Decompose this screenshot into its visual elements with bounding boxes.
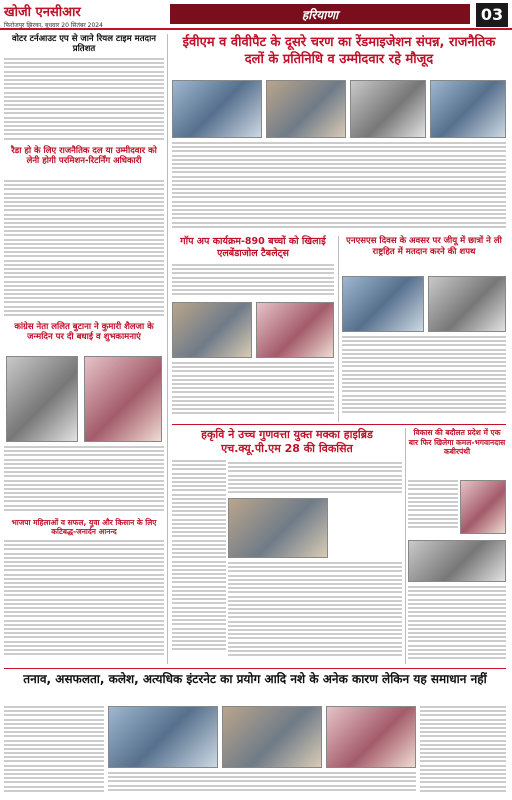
article-body	[342, 336, 506, 422]
article-body	[172, 142, 506, 234]
photo-officials-right	[430, 80, 506, 138]
article-body	[172, 460, 226, 664]
photo-children-medicine	[172, 302, 252, 358]
article-body	[4, 540, 164, 664]
masthead	[0, 0, 512, 30]
article-body	[4, 180, 164, 320]
article-body	[228, 462, 402, 496]
photo-university-stage	[428, 276, 506, 332]
headline-development-lotus: विकास की बदौलत प्रदेश में एक बार फिर खिलेगा कमल-भगवानदास कबीरपंथी	[408, 428, 506, 456]
article-body	[172, 264, 334, 300]
page-number: 03	[476, 3, 508, 27]
photo-seminar-audience	[326, 706, 416, 768]
article-body	[4, 706, 104, 796]
headline-nss-day: एनएसएस दिवस के अवसर पर जीयू में छात्रों ने ली राष्ट्रहित में मतदान करने की शपथ	[346, 236, 502, 257]
headline-congress-leader: कांग्रेस नेता ललित बुटाना ने कुमारी शैलजा के जन्मदिन पर दी बधाई व शुभकामनाएं	[14, 322, 154, 342]
headline-addiction-causes: तनाव, असफलता, कलेश, अत्यधिक इंटरनेट का प्रयोग आदि नशे के अनेक कारण लेकिन यह समाधान नहीं	[23, 672, 487, 686]
newspaper-logo: खोजी एनसीआर	[4, 5, 81, 20]
article-body	[4, 446, 164, 516]
headline-deworming: गॉप अप कार्यक्रम-890 बच्चों को खिलाई एलबेंडाजोल टैबलेट्स	[180, 236, 326, 259]
photo-bjp-leader	[460, 480, 506, 534]
headline-maize-hybrid: हकृवि ने उच्च गुणवत्ता युक्त मक्का हाइब्रिड एच.क्यू.पी.एम 28 की विकसित	[201, 428, 373, 455]
headline-bjp-women: भाजपा महिलाओं व सफल, युवा और किसान के लिए कटिबद्ध-जनार्दन आनन्द	[11, 518, 157, 536]
headline-evm-randomization: ईवीएम व वीवीपैट के दूसरे चरण का रेंडमाइजेशन संपन्न, राजनैतिक दलों के प्रतिनिधि व उम्मीदवार रहे मौजूद	[182, 35, 496, 67]
column-divider	[405, 428, 406, 664]
article-body	[420, 706, 506, 796]
article-body	[108, 772, 416, 796]
date-line: फिरोजपुर झिरका, बुधवार 20 सितंबर 2024	[4, 22, 103, 29]
section-rule	[172, 424, 506, 425]
section-band	[170, 4, 470, 24]
section-rule	[4, 668, 506, 669]
photo-seminar-students	[108, 706, 218, 768]
photo-woman-portrait	[84, 356, 162, 442]
section-title: हरियाणा	[301, 8, 339, 22]
photo-evm-hall	[350, 80, 426, 138]
masthead-left	[4, 2, 154, 29]
photo-school-event	[256, 302, 334, 358]
column-divider	[167, 34, 168, 664]
photo-officials	[266, 80, 346, 138]
headline-rally-permission: रैडा हो के लिए राजनैतिक दल या उम्मीदवार को लेनी होगी परमिशन-रिटर्निंग अधिकारी	[11, 146, 157, 166]
photo-group	[408, 540, 506, 582]
photo-randomization-meeting	[172, 80, 262, 138]
article-body	[408, 586, 506, 664]
photo-maize-launch	[228, 498, 328, 558]
article-body	[228, 562, 402, 664]
photo-man-portrait	[6, 356, 78, 442]
article-body	[172, 362, 334, 422]
column-divider	[338, 236, 339, 422]
headline-voter-turnout: वोटर टर्नआउट एप से जाने रियल टाइम मतदान प्रतिशत	[11, 34, 156, 54]
article-body	[4, 58, 164, 142]
photo-students-oath	[342, 276, 424, 332]
article-body	[408, 480, 458, 536]
photo-seminar-stage	[222, 706, 322, 768]
